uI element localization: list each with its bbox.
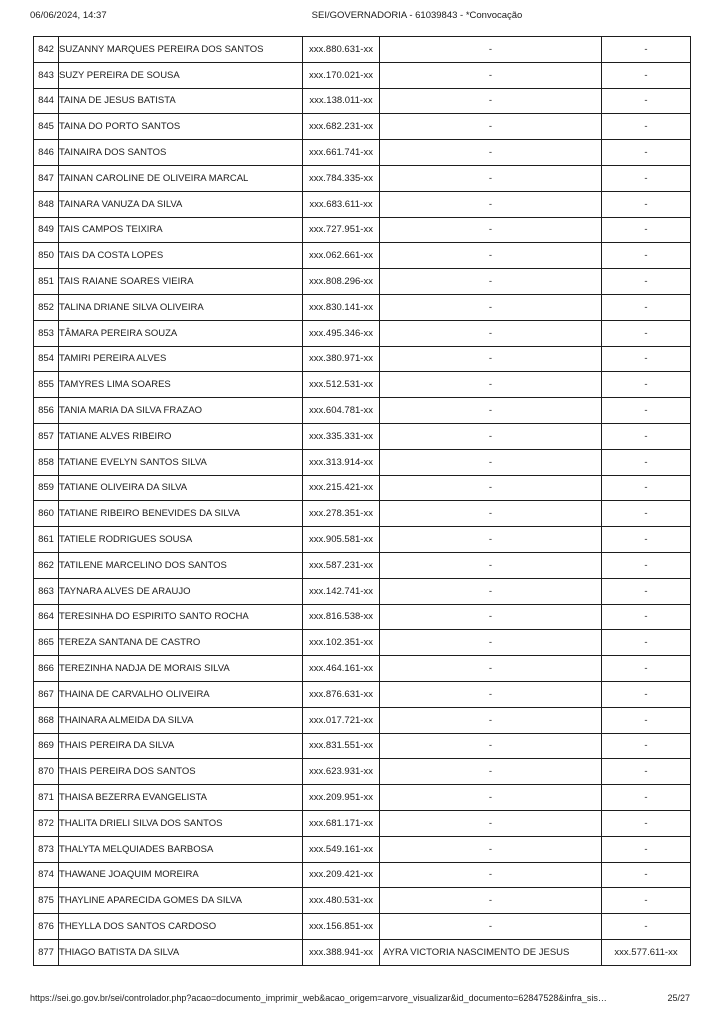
- row-number-cell: 847: [34, 165, 59, 191]
- row-number-cell: 867: [34, 681, 59, 707]
- candidate-cpf-cell: xxx.313.914-xx: [303, 449, 380, 475]
- candidate-name-cell: TATIANE OLIVEIRA DA SILVA: [59, 475, 303, 501]
- second-name-cell: -: [380, 191, 602, 217]
- table-row: [34, 320, 691, 346]
- table-row: [34, 423, 691, 449]
- row-number-cell: 875: [34, 888, 59, 914]
- second-name-cell: -: [380, 165, 602, 191]
- second-name-cell: -: [380, 630, 602, 656]
- candidate-name-cell: THAIS PEREIRA DOS SANTOS: [59, 759, 303, 785]
- candidate-cpf-cell: xxx.682.231-xx: [303, 114, 380, 140]
- candidate-name-cell: SUZANNY MARQUES PEREIRA DOS SANTOS: [59, 37, 303, 63]
- table-row: [34, 707, 691, 733]
- table-row: [34, 630, 691, 656]
- second-name-cell: -: [380, 759, 602, 785]
- row-number-cell: 849: [34, 217, 59, 243]
- candidate-cpf-cell: xxx.830.141-xx: [303, 294, 380, 320]
- candidate-name-cell: TAINA DE JESUS BATISTA: [59, 88, 303, 114]
- candidate-cpf-cell: xxx.604.781-xx: [303, 398, 380, 424]
- candidate-cpf-cell: xxx.138.011-xx: [303, 88, 380, 114]
- candidate-cpf-cell: xxx.142.741-xx: [303, 578, 380, 604]
- candidate-cpf-cell: xxx.388.941-xx: [303, 939, 380, 965]
- candidate-name-cell: TEREZA SANTANA DE CASTRO: [59, 630, 303, 656]
- second-name-cell: -: [380, 320, 602, 346]
- second-cpf-cell: -: [602, 191, 691, 217]
- table-row: [34, 269, 691, 295]
- second-cpf-cell: -: [602, 656, 691, 682]
- table-row: [34, 243, 691, 269]
- candidate-name-cell: TATILENE MARCELINO DOS SANTOS: [59, 552, 303, 578]
- candidate-name-cell: THAYLINE APARECIDA GOMES DA SILVA: [59, 888, 303, 914]
- print-datetime: 06/06/2024, 14:37: [30, 10, 107, 21]
- candidate-cpf-cell: xxx.215.421-xx: [303, 475, 380, 501]
- candidate-cpf-cell: xxx.156.851-xx: [303, 914, 380, 940]
- second-cpf-cell: -: [602, 527, 691, 553]
- second-cpf-cell: -: [602, 759, 691, 785]
- row-number-cell: 865: [34, 630, 59, 656]
- second-name-cell: -: [380, 604, 602, 630]
- second-name-cell: -: [380, 217, 602, 243]
- table-row: [34, 140, 691, 166]
- candidate-cpf-cell: xxx.661.741-xx: [303, 140, 380, 166]
- second-name-cell: -: [380, 914, 602, 940]
- table-row: [34, 217, 691, 243]
- candidate-cpf-cell: xxx.876.631-xx: [303, 681, 380, 707]
- second-cpf-cell: -: [602, 785, 691, 811]
- row-number-cell: 852: [34, 294, 59, 320]
- second-name-cell: -: [380, 527, 602, 553]
- second-cpf-cell: -: [602, 475, 691, 501]
- candidate-cpf-cell: xxx.017.721-xx: [303, 707, 380, 733]
- table-body: [34, 37, 691, 966]
- candidate-name-cell: THIAGO BATISTA DA SILVA: [59, 939, 303, 965]
- candidate-cpf-cell: xxx.681.171-xx: [303, 810, 380, 836]
- second-cpf-cell: -: [602, 165, 691, 191]
- document-title: SEI/GOVERNADORIA - 61039843 - *Convocação: [311, 10, 523, 21]
- table-row: [34, 836, 691, 862]
- candidate-name-cell: TATIANE ALVES RIBEIRO: [59, 423, 303, 449]
- candidate-name-cell: TALINA DRIANE SILVA OLIVEIRA: [59, 294, 303, 320]
- second-cpf-cell: -: [602, 733, 691, 759]
- table-row: [34, 501, 691, 527]
- second-cpf-cell: -: [602, 449, 691, 475]
- table-row: [34, 88, 691, 114]
- candidate-cpf-cell: xxx.464.161-xx: [303, 656, 380, 682]
- second-cpf-cell: -: [602, 294, 691, 320]
- candidate-name-cell: TAINAIRA DOS SANTOS: [59, 140, 303, 166]
- second-cpf-cell: -: [602, 37, 691, 63]
- second-name-cell: -: [380, 372, 602, 398]
- candidate-cpf-cell: xxx.278.351-xx: [303, 501, 380, 527]
- candidate-cpf-cell: xxx.831.551-xx: [303, 733, 380, 759]
- second-name-cell: -: [380, 681, 602, 707]
- second-name-cell: AYRA VICTORIA NASCIMENTO DE JESUS: [380, 939, 602, 965]
- row-number-cell: 842: [34, 37, 59, 63]
- second-cpf-cell: -: [602, 88, 691, 114]
- candidate-name-cell: TAIS CAMPOS TEIXIRA: [59, 217, 303, 243]
- second-name-cell: -: [380, 836, 602, 862]
- candidate-cpf-cell: xxx.335.331-xx: [303, 423, 380, 449]
- table-row: [34, 62, 691, 88]
- candidate-name-cell: THEYLLA DOS SANTOS CARDOSO: [59, 914, 303, 940]
- second-cpf-cell: -: [602, 346, 691, 372]
- second-name-cell: -: [380, 810, 602, 836]
- second-cpf-cell: -: [602, 578, 691, 604]
- table-row: [34, 810, 691, 836]
- row-number-cell: 856: [34, 398, 59, 424]
- table-row: [34, 656, 691, 682]
- second-cpf-cell: -: [602, 862, 691, 888]
- candidate-name-cell: TAIS DA COSTA LOPES: [59, 243, 303, 269]
- second-name-cell: -: [380, 62, 602, 88]
- second-cpf-cell: -: [602, 681, 691, 707]
- row-number-cell: 854: [34, 346, 59, 372]
- second-cpf-cell: -: [602, 140, 691, 166]
- row-number-cell: 846: [34, 140, 59, 166]
- candidate-cpf-cell: xxx.495.346-xx: [303, 320, 380, 346]
- second-cpf-cell: -: [602, 810, 691, 836]
- row-number-cell: 871: [34, 785, 59, 811]
- source-url: https://sei.go.gov.br/sei/controlador.php?acao=documento_imprimir_web&acao_origem=arvore_visualizar&id_documento=62847528&infra_sis…: [30, 993, 607, 1003]
- candidate-name-cell: THAINARA ALMEIDA DA SILVA: [59, 707, 303, 733]
- candidate-name-cell: TATIANE RIBEIRO BENEVIDES DA SILVA: [59, 501, 303, 527]
- row-number-cell: 877: [34, 939, 59, 965]
- page-number: 25/27: [667, 993, 690, 1003]
- second-name-cell: -: [380, 733, 602, 759]
- row-number-cell: 861: [34, 527, 59, 553]
- candidate-name-cell: THAINA DE CARVALHO OLIVEIRA: [59, 681, 303, 707]
- table-row: [34, 398, 691, 424]
- second-name-cell: -: [380, 398, 602, 424]
- table-row: [34, 681, 691, 707]
- second-cpf-cell: -: [602, 552, 691, 578]
- table-row: [34, 914, 691, 940]
- candidate-cpf-cell: xxx.512.531-xx: [303, 372, 380, 398]
- row-number-cell: 874: [34, 862, 59, 888]
- table-row: [34, 449, 691, 475]
- candidate-cpf-cell: xxx.102.351-xx: [303, 630, 380, 656]
- row-number-cell: 868: [34, 707, 59, 733]
- candidate-cpf-cell: xxx.380.971-xx: [303, 346, 380, 372]
- second-name-cell: -: [380, 114, 602, 140]
- candidate-name-cell: TAYNARA ALVES DE ARAUJO: [59, 578, 303, 604]
- candidate-cpf-cell: xxx.808.296-xx: [303, 269, 380, 295]
- second-name-cell: -: [380, 423, 602, 449]
- table-row: [34, 733, 691, 759]
- table-row: [34, 888, 691, 914]
- candidate-cpf-cell: xxx.480.531-xx: [303, 888, 380, 914]
- candidate-name-cell: TATIANE EVELYN SANTOS SILVA: [59, 449, 303, 475]
- table-row: [34, 939, 691, 965]
- candidate-name-cell: TAINAN CAROLINE DE OLIVEIRA MARCAL: [59, 165, 303, 191]
- second-cpf-cell: -: [602, 423, 691, 449]
- second-name-cell: -: [380, 269, 602, 295]
- row-number-cell: 864: [34, 604, 59, 630]
- table-row: [34, 527, 691, 553]
- row-number-cell: 845: [34, 114, 59, 140]
- candidate-cpf-cell: xxx.062.661-xx: [303, 243, 380, 269]
- table-row: [34, 862, 691, 888]
- candidate-name-cell: TERESINHA DO ESPIRITO SANTO ROCHA: [59, 604, 303, 630]
- candidate-name-cell: TÂMARA PEREIRA SOUZA: [59, 320, 303, 346]
- table-row: [34, 578, 691, 604]
- convocation-table: [33, 36, 691, 966]
- row-number-cell: 859: [34, 475, 59, 501]
- candidate-name-cell: TAINARA VANUZA DA SILVA: [59, 191, 303, 217]
- second-name-cell: -: [380, 475, 602, 501]
- candidate-name-cell: TANIA MARIA DA SILVA FRAZAO: [59, 398, 303, 424]
- second-cpf-cell: -: [602, 243, 691, 269]
- row-number-cell: 866: [34, 656, 59, 682]
- second-name-cell: -: [380, 449, 602, 475]
- row-number-cell: 858: [34, 449, 59, 475]
- second-cpf-cell: -: [602, 217, 691, 243]
- second-name-cell: -: [380, 785, 602, 811]
- second-cpf-cell: xxx.577.611-xx: [602, 939, 691, 965]
- row-number-cell: 872: [34, 810, 59, 836]
- candidate-cpf-cell: xxx.209.421-xx: [303, 862, 380, 888]
- candidate-name-cell: THALYTA MELQUIADES BARBOSA: [59, 836, 303, 862]
- table-row: [34, 759, 691, 785]
- row-number-cell: 860: [34, 501, 59, 527]
- row-number-cell: 862: [34, 552, 59, 578]
- candidate-cpf-cell: xxx.549.161-xx: [303, 836, 380, 862]
- candidate-cpf-cell: xxx.209.951-xx: [303, 785, 380, 811]
- row-number-cell: 855: [34, 372, 59, 398]
- table-row: [34, 165, 691, 191]
- second-cpf-cell: -: [602, 269, 691, 295]
- second-name-cell: -: [380, 862, 602, 888]
- second-cpf-cell: -: [602, 320, 691, 346]
- candidate-name-cell: THAWANE JOAQUIM MOREIRA: [59, 862, 303, 888]
- second-name-cell: -: [380, 707, 602, 733]
- candidate-name-cell: SUZY PEREIRA DE SOUSA: [59, 62, 303, 88]
- second-cpf-cell: -: [602, 62, 691, 88]
- candidate-cpf-cell: xxx.816.538-xx: [303, 604, 380, 630]
- table-row: [34, 475, 691, 501]
- second-name-cell: -: [380, 578, 602, 604]
- row-number-cell: 851: [34, 269, 59, 295]
- second-cpf-cell: -: [602, 372, 691, 398]
- second-name-cell: -: [380, 552, 602, 578]
- second-name-cell: -: [380, 140, 602, 166]
- second-name-cell: -: [380, 656, 602, 682]
- second-name-cell: -: [380, 88, 602, 114]
- second-cpf-cell: -: [602, 888, 691, 914]
- row-number-cell: 873: [34, 836, 59, 862]
- candidate-cpf-cell: xxx.727.951-xx: [303, 217, 380, 243]
- row-number-cell: 870: [34, 759, 59, 785]
- second-cpf-cell: -: [602, 630, 691, 656]
- second-cpf-cell: -: [602, 707, 691, 733]
- table-row: [34, 372, 691, 398]
- candidate-name-cell: TAMIRI PEREIRA ALVES: [59, 346, 303, 372]
- row-number-cell: 869: [34, 733, 59, 759]
- candidate-cpf-cell: xxx.587.231-xx: [303, 552, 380, 578]
- second-name-cell: -: [380, 294, 602, 320]
- row-number-cell: 844: [34, 88, 59, 114]
- table-row: [34, 785, 691, 811]
- row-number-cell: 857: [34, 423, 59, 449]
- candidate-name-cell: THAISA BEZERRA EVANGELISTA: [59, 785, 303, 811]
- table-row: [34, 552, 691, 578]
- second-name-cell: -: [380, 888, 602, 914]
- second-cpf-cell: -: [602, 114, 691, 140]
- second-name-cell: -: [380, 501, 602, 527]
- second-name-cell: -: [380, 243, 602, 269]
- second-cpf-cell: -: [602, 398, 691, 424]
- candidate-cpf-cell: xxx.880.631-xx: [303, 37, 380, 63]
- candidate-name-cell: TAINA DO PORTO SANTOS: [59, 114, 303, 140]
- candidate-cpf-cell: xxx.905.581-xx: [303, 527, 380, 553]
- row-number-cell: 863: [34, 578, 59, 604]
- candidate-name-cell: TATIELE RODRIGUES SOUSA: [59, 527, 303, 553]
- row-number-cell: 853: [34, 320, 59, 346]
- row-number-cell: 850: [34, 243, 59, 269]
- candidate-name-cell: TAIS RAIANE SOARES VIEIRA: [59, 269, 303, 295]
- second-cpf-cell: -: [602, 836, 691, 862]
- candidate-cpf-cell: xxx.170.021-xx: [303, 62, 380, 88]
- row-number-cell: 848: [34, 191, 59, 217]
- candidate-name-cell: THAIS PEREIRA DA SILVA: [59, 733, 303, 759]
- table-row: [34, 37, 691, 63]
- second-cpf-cell: -: [602, 604, 691, 630]
- candidate-name-cell: THALITA DRIELI SILVA DOS SANTOS: [59, 810, 303, 836]
- candidate-cpf-cell: xxx.784.335-xx: [303, 165, 380, 191]
- table-row: [34, 294, 691, 320]
- table-row: [34, 191, 691, 217]
- second-name-cell: -: [380, 37, 602, 63]
- candidate-name-cell: TAMYRES LIMA SOARES: [59, 372, 303, 398]
- second-cpf-cell: -: [602, 501, 691, 527]
- second-name-cell: -: [380, 346, 602, 372]
- table-row: [34, 604, 691, 630]
- candidate-cpf-cell: xxx.683.611-xx: [303, 191, 380, 217]
- table-row: [34, 346, 691, 372]
- candidate-cpf-cell: xxx.623.931-xx: [303, 759, 380, 785]
- table-row: [34, 114, 691, 140]
- candidate-name-cell: TEREZINHA NADJA DE MORAIS SILVA: [59, 656, 303, 682]
- row-number-cell: 843: [34, 62, 59, 88]
- row-number-cell: 876: [34, 914, 59, 940]
- second-cpf-cell: -: [602, 914, 691, 940]
